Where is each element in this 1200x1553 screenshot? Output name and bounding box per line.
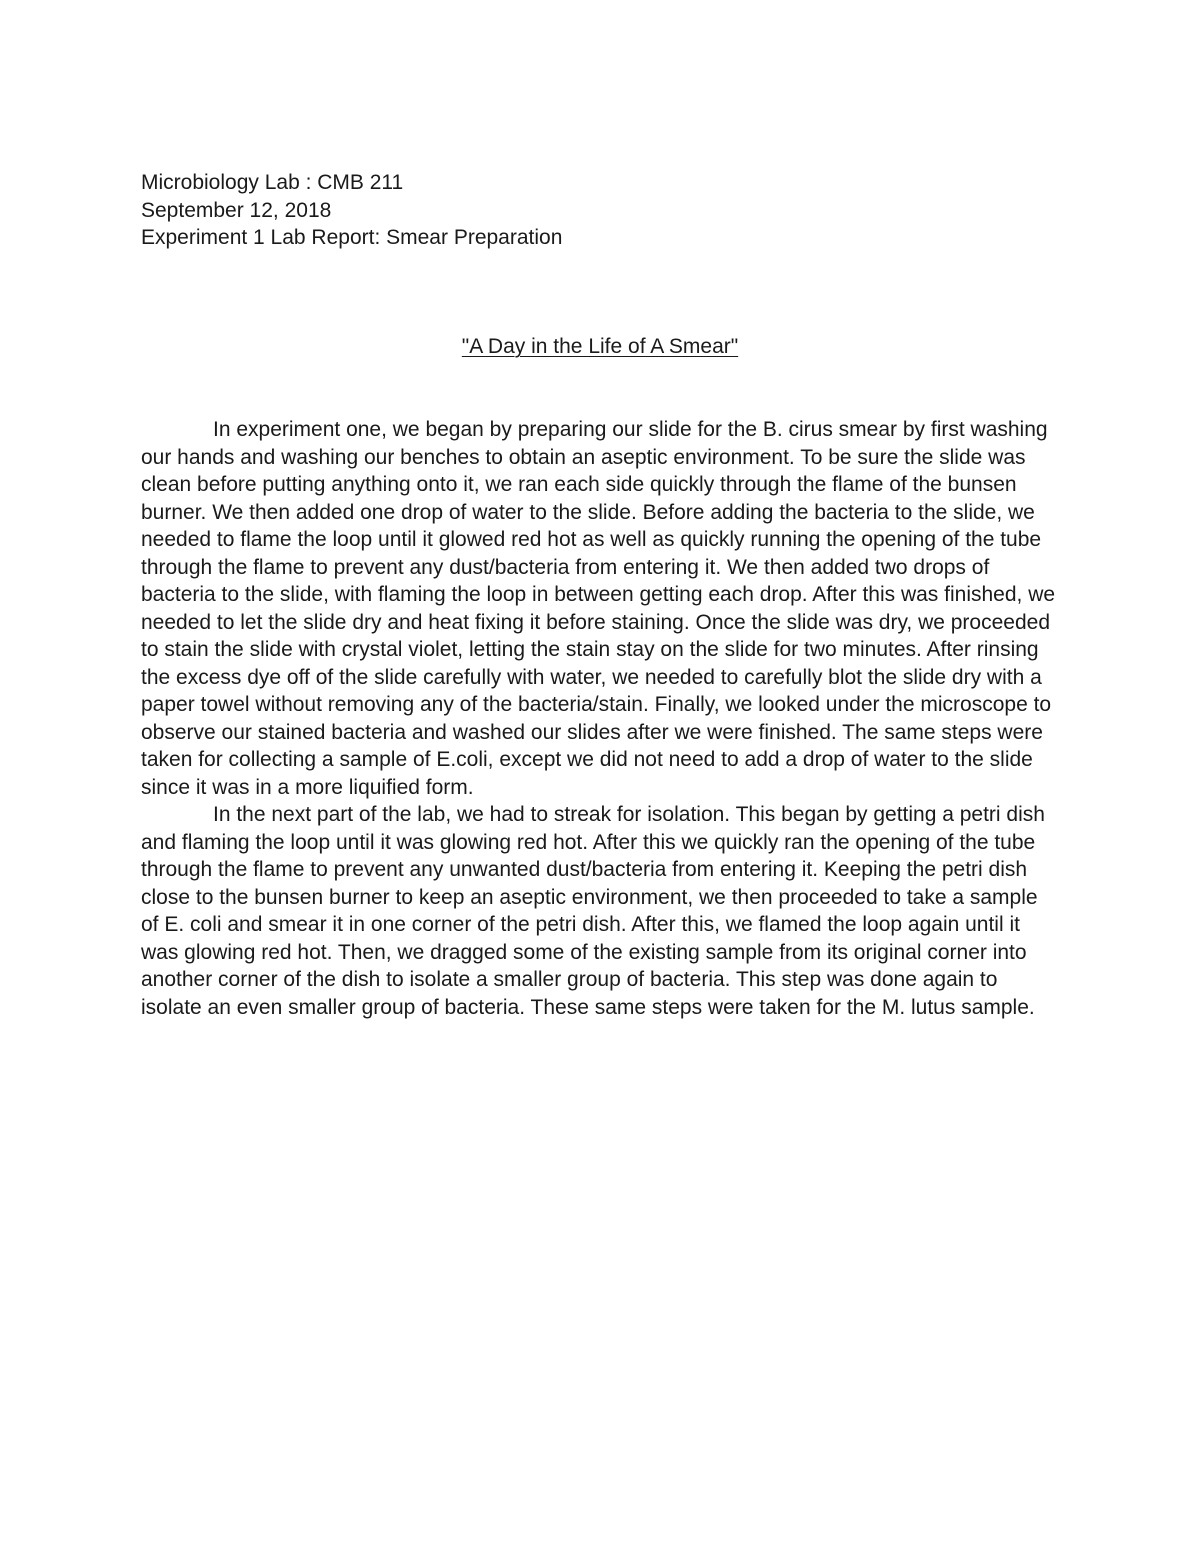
date-line: September 12, 2018: [141, 198, 332, 222]
essay-title-text: "A Day in the Life of A Smear": [461, 335, 739, 358]
essay-body: [141, 416, 1059, 1021]
essay-title: [141, 333, 1059, 361]
document-header: [141, 169, 1061, 252]
report-title-line: Experiment 1 Lab Report: Smear Preparation: [141, 226, 563, 249]
paragraph-1: In experiment one, we began by preparing our slide for the B. cirus smear by first washing our hands and washing our benches to obtain an aseptic environment. To be sure the slide was clean before putting anything onto it, we ran each side quickly through the flame of the bunsen burner. We then added one drop of water to the slide. Before adding the bacteria to the slide, we needed to flame the loop until it glowed red hot as well as quickly running the opening of the tube through the flame to prevent any dust/bacteria from entering it. We then added two drops of bacteria to the slide, with flaming the loop in between getting each drop. After this was finished, we needed to let the slide dry and heat fixing it before staining. Once the slide was dry, we proceeded to stain the slide with crystal violet, letting the stain stay on the slide for two minutes. After rinsing the excess dye off of the slide carefully with water, we needed to carefully blot the slide dry with a paper towel without removing any of the bacteria/stain. Finally, we looked under the microscope to observe our stained bacteria and washed our slides after we were finished. The same steps were taken for collecting a sample of E.coli, except we did not need to add a drop of water to the slide since it was in a more liquified form.: [141, 418, 1056, 799]
course-line: Microbiology Lab : CMB 211: [141, 171, 404, 194]
paragraph-2: In the next part of the lab, we had to streak for isolation. This began by getting a petri dish and flaming the loop until it was glowing red hot. After this we quickly ran the opening of the tube through the flame to prevent any unwanted dust/bacteria from entering it. Keeping the petri dish close to the bunsen burner to keep an aseptic environment, we then proceeded to take a sample of E. coli and smear it in one corner of the petri dish. After this, we flamed the loop again until it was glowing red hot. Then, we dragged some of the existing sample from its original corner into another corner of the dish to isolate a smaller group of bacteria. This step was done again to isolate an even smaller group of bacteria. These same steps were taken for the M. lutus sample.: [141, 803, 1045, 1019]
